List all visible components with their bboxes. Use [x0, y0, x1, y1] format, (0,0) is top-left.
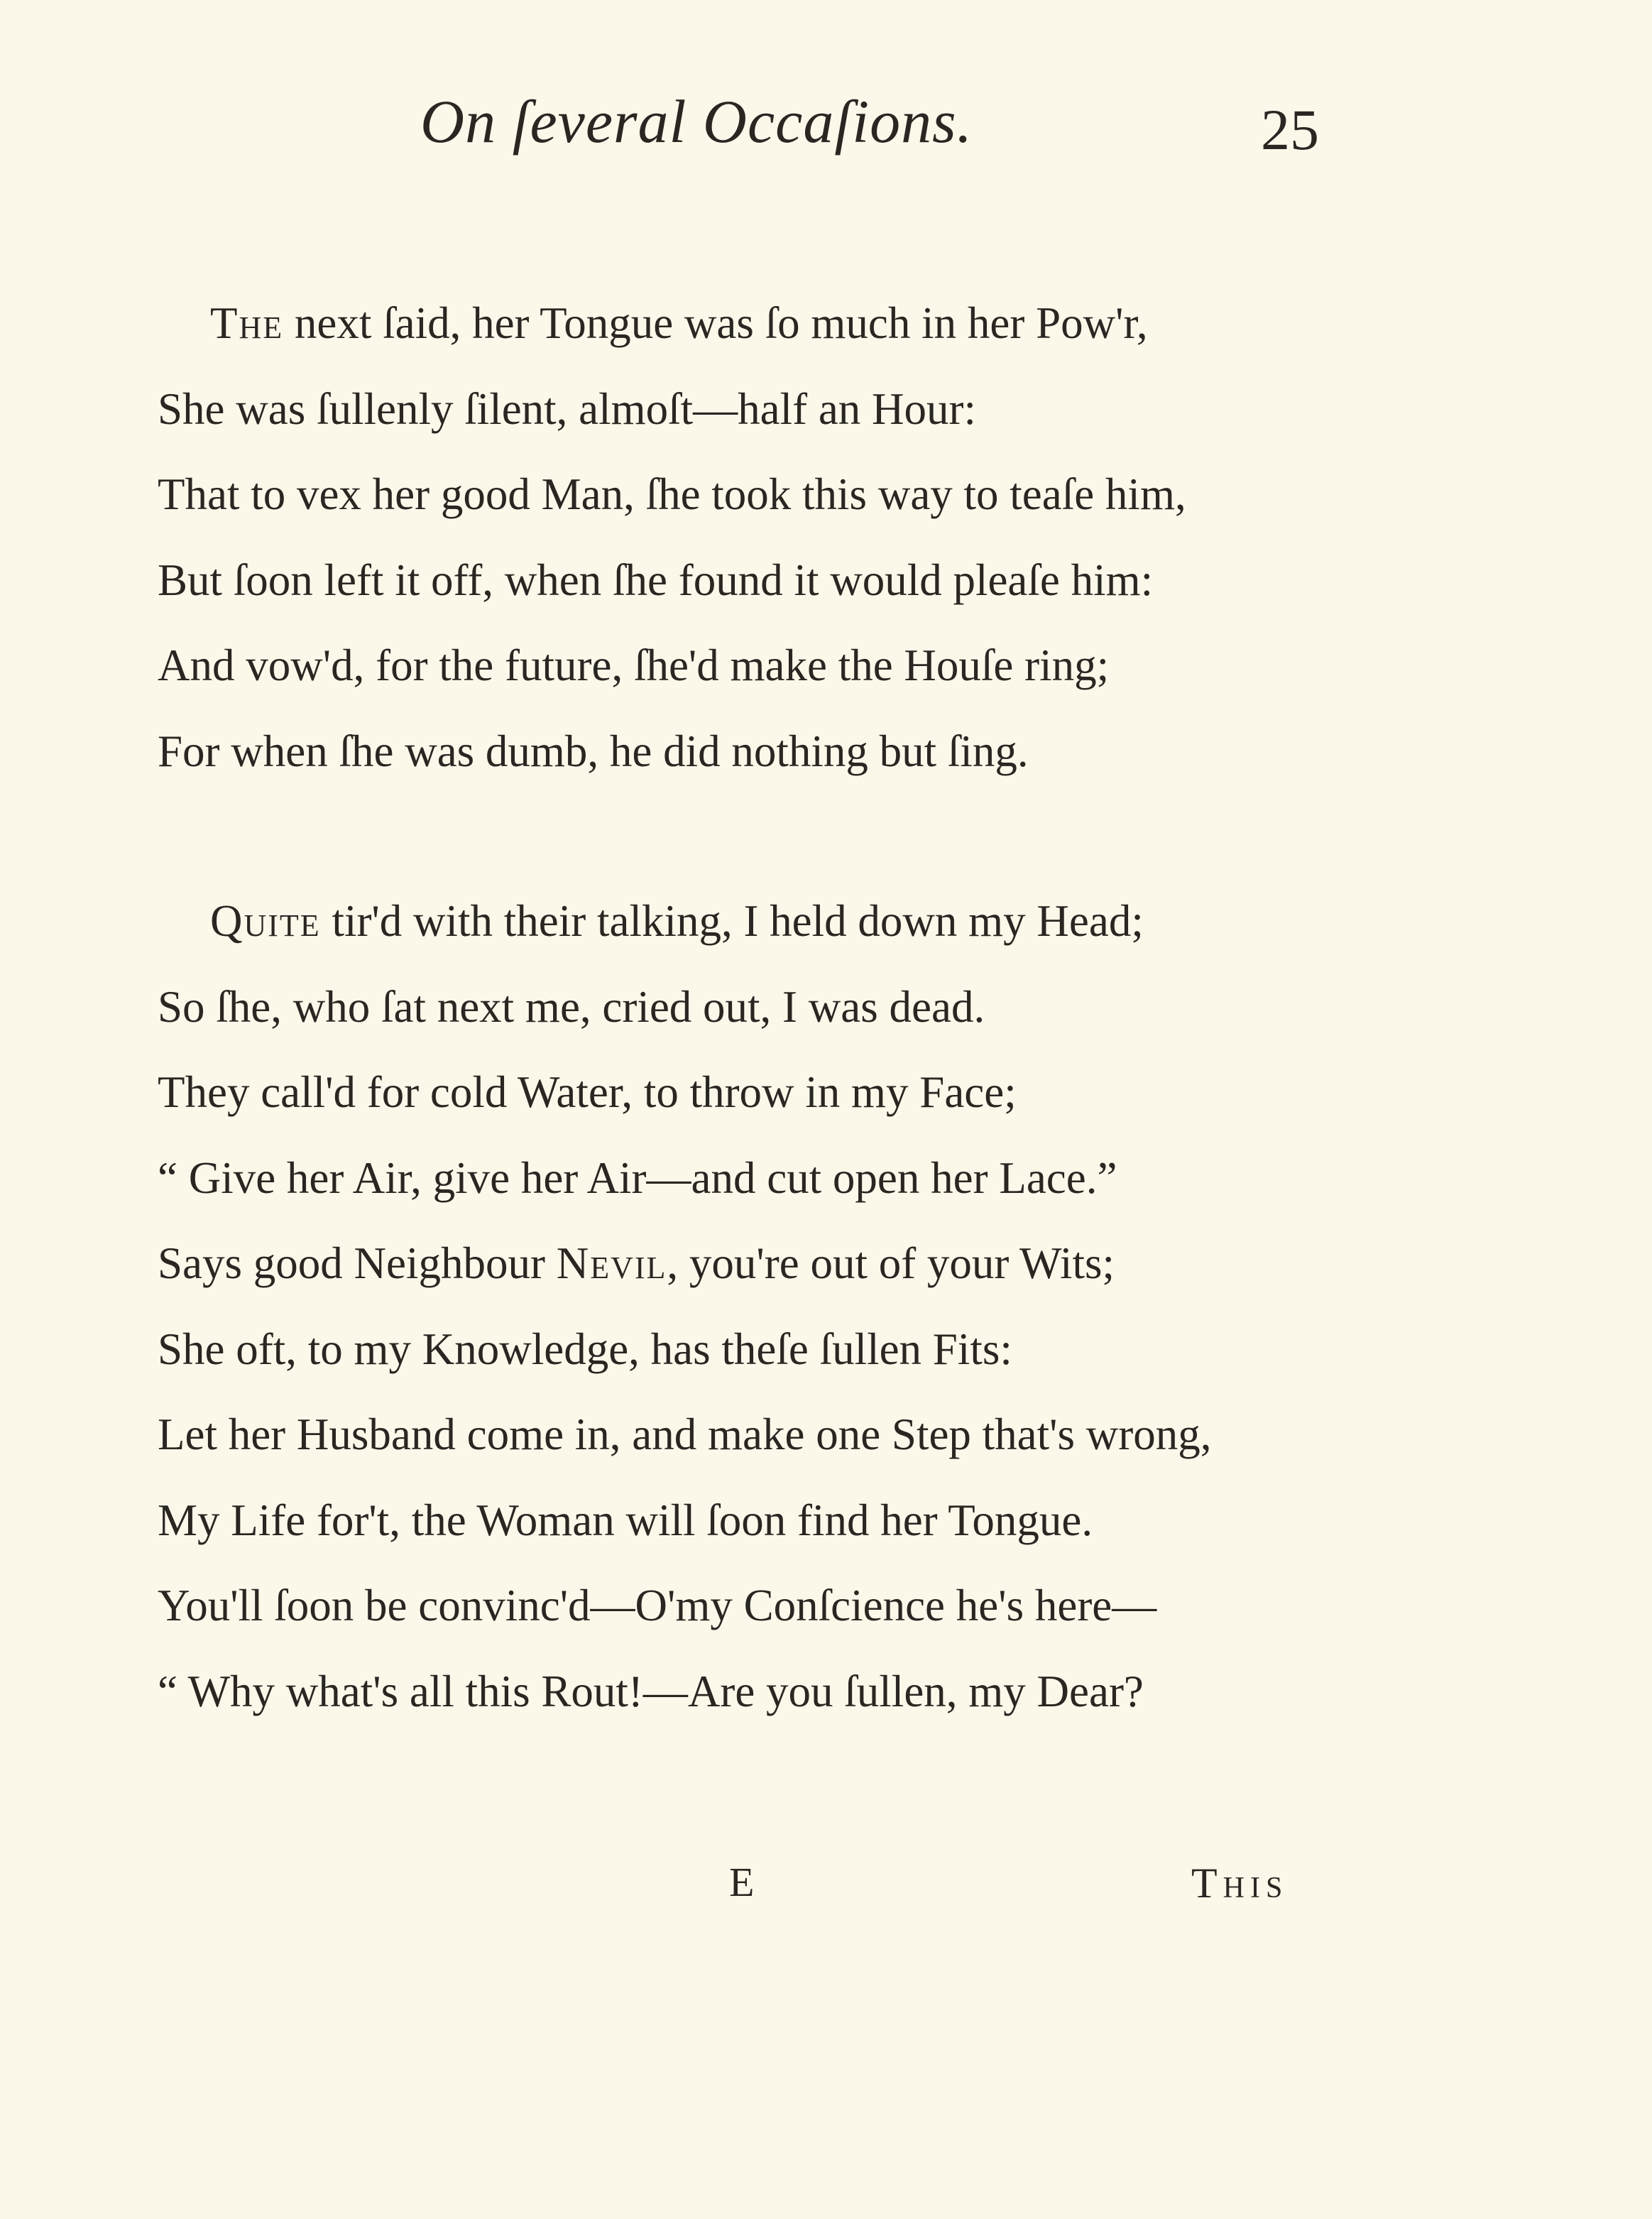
- catchword: [1191, 1860, 1289, 1907]
- verse-line: [158, 298, 1186, 387]
- opening-word: Quite: [210, 896, 321, 946]
- running-title: On ſeveral Occaſions.: [420, 87, 973, 156]
- verse-line: Let her Husband come in, and make one Step that's wrong,: [158, 1410, 1212, 1459]
- verse-line: [158, 1238, 1211, 1327]
- verse-line: But ſoon left it off, when ſhe found it would pleaſe him:: [158, 555, 1154, 605]
- verse-line: “ Why what's all this Rout!—Are you ſullen, my Dear?: [158, 1666, 1144, 1716]
- verse-line: They call'd for cold Water, to throw in my Face;: [158, 1067, 1017, 1117]
- page-number: 25: [1261, 97, 1319, 162]
- verse-line: “ Give her Air, give her Air—and cut open her Lace.”: [158, 1152, 1117, 1203]
- verse-line: She was ſullenly ſilent, almoſt—half an Hour:: [158, 383, 977, 434]
- verse-line: For when ſhe was dumb, he did nothing but ſing.: [158, 726, 1029, 776]
- catchword-initial: T: [1191, 1860, 1223, 1907]
- stanza-2: [158, 896, 1212, 1755]
- stanza-1: [158, 298, 1186, 814]
- catchword-rest: HIS: [1222, 1872, 1289, 1904]
- verse-line: So ſhe, who ſat next me, cried out, I was dead.: [158, 981, 985, 1032]
- verse-line: My Life for't, the Woman will ſoon find her Tongue.: [158, 1495, 1093, 1545]
- verse-text: , you're out of your Wits;: [667, 1238, 1115, 1288]
- signature-mark: E: [729, 1859, 755, 1905]
- verse-text: next ſaid, her Tongue was ſo much in her Pow'r,: [283, 298, 1148, 348]
- opening-word: The: [210, 298, 284, 348]
- verse-line: [158, 896, 1211, 985]
- verse-line: And vow'd, for the future, ſhe'd make the Houſe ring;: [158, 640, 1110, 690]
- verse-text: tir'd with their talking, I held down my Head;: [320, 896, 1144, 946]
- verse-line: You'll ſoon be convinc'd—O'my Conſcience he's here—: [158, 1581, 1157, 1630]
- verse-line: That to vex her good Man, ſhe took this way to teaſe him,: [158, 469, 1186, 519]
- verse-line: She oft, to my Knowledge, has theſe ſullen Fits:: [158, 1324, 1012, 1374]
- verse-text: Says good Neighbour: [158, 1238, 557, 1288]
- character-name: Nevil: [556, 1238, 667, 1288]
